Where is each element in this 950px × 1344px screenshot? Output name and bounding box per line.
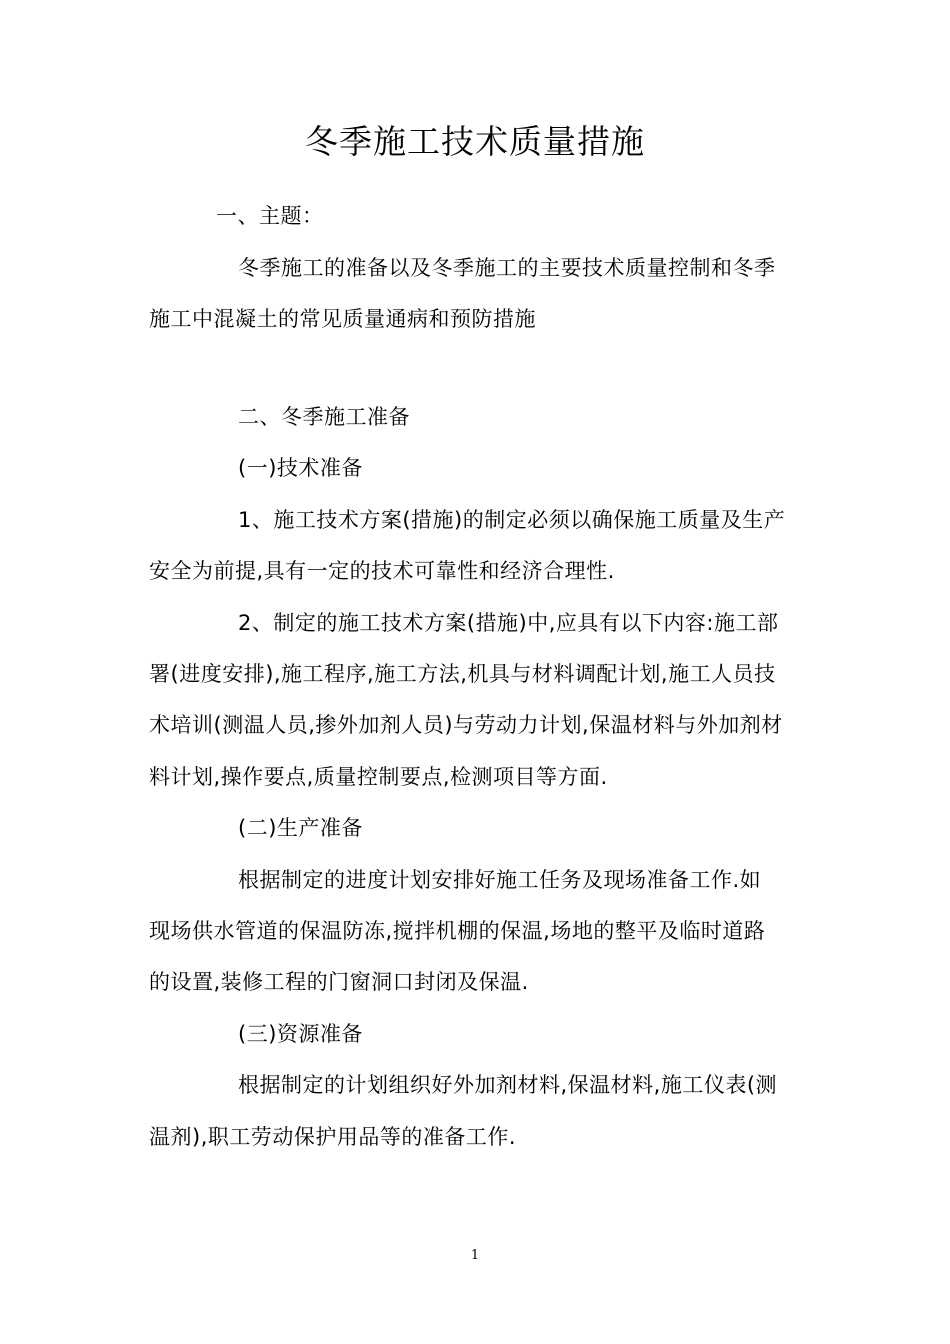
paragraph-line: 术培训(测温人员,掺外加剂人员)与劳动力计划,保温材料与外加剂材 [149,713,783,737]
section-heading-preparation: 二、冬季施工准备 [238,405,410,429]
paragraph-line: 温剂),职工劳动保护用品等的准备工作. [149,1125,517,1149]
paragraph-line: 施工中混凝土的常见质量通病和预防措施 [149,307,536,331]
section-heading-topic: 一、主题： [216,204,324,228]
paragraph-line: 料计划,操作要点,质量控制要点,检测项目等方面. [149,765,608,789]
page-title: 冬季施工技术质量措施 [305,122,645,161]
paragraph-line: 安全为前提,具有一定的技术可靠性和经济合理性. [149,559,615,583]
page-number: 1 [470,1248,480,1263]
paragraph-line: 根据制定的进度计划安排好施工任务及现场准备工作.如 [238,868,762,892]
paragraph-line: 2、制定的施工技术方案(措施)中,应具有以下内容:施工部 [238,611,779,635]
subsection-heading-resources: (三)资源准备 [238,1022,363,1046]
paragraph-line: 冬季施工的准备以及冬季施工的主要技术质量控制和冬季 [238,256,776,280]
paragraph-line: 现场供水管道的保温防冻,搅拌机棚的保温,场地的整平及临时道路 [149,919,766,943]
subsection-heading-technical: (一)技术准备 [238,456,363,480]
paragraph-line: 1、施工技术方案(措施)的制定必须以确保施工质量及生产 [238,508,786,532]
subsection-heading-production: (二)生产准备 [238,816,363,840]
paragraph-line: 署(进度安排),施工程序,施工方法,机具与材料调配计划,施工人员技 [149,662,776,686]
paragraph-line: 根据制定的计划组织好外加剂材料,保温材料,施工仪表(测 [238,1073,778,1097]
paragraph-line: 的设置,装修工程的门窗洞口封闭及保温. [149,970,529,994]
